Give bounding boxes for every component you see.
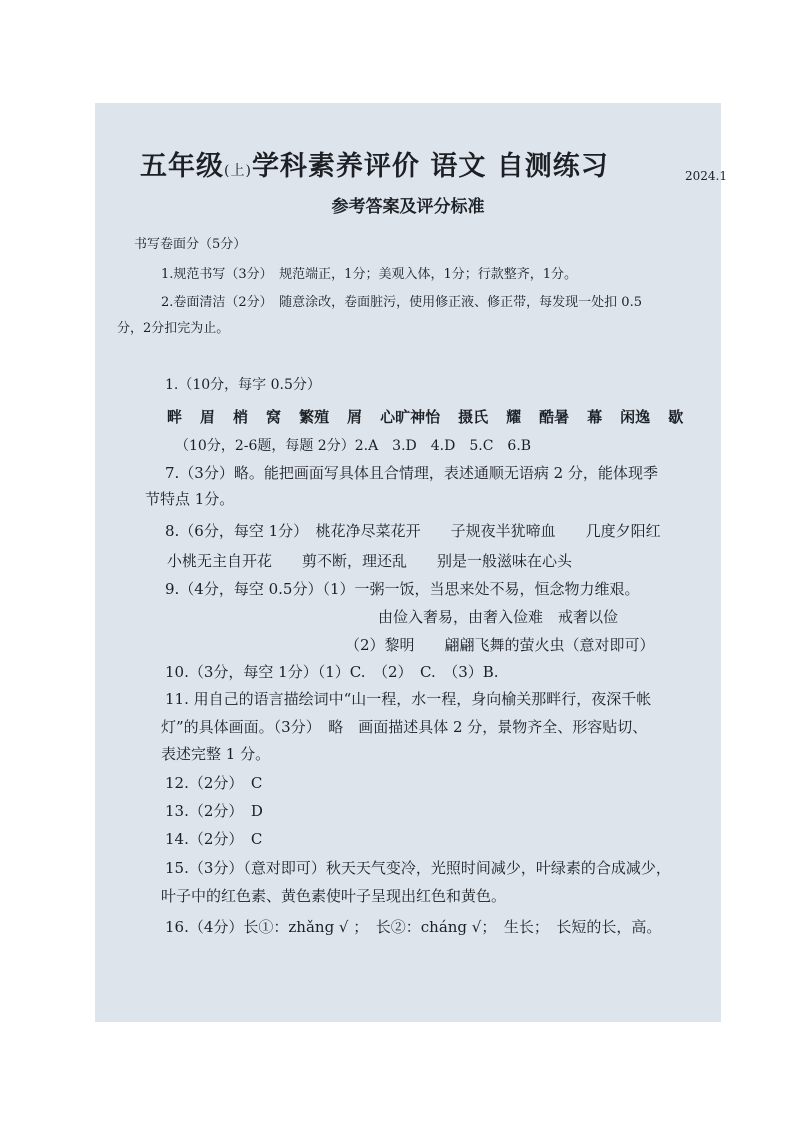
q7-line-1: 7.（3分）略。能把画面写具体且合情理，表述通顺无语病 2 分，能体现季 — [165, 464, 658, 482]
date-label: 2024.1 — [685, 169, 727, 183]
q7-line-2: 节特点 1分。 — [145, 490, 235, 508]
answer-sheet — [95, 103, 727, 1022]
q1-char: 屑 — [347, 408, 363, 426]
q1-char: 酷暑 — [539, 408, 570, 426]
q1-char: 歇 — [668, 408, 684, 426]
q12-answer: 12.（2分） C — [165, 774, 263, 792]
q9-line-3: （2）黎明 翩翩飞舞的萤火虫（意对即可） — [345, 636, 655, 654]
page-title: 五年级(上)学科素养评价 语文 自测练习 — [140, 151, 609, 182]
q1-char: 畔 — [167, 408, 183, 426]
writing-rule-1: 1.规范书写（3分） 规范端正，1分；美观入体，1分；行款整齐，1分。 — [161, 267, 577, 282]
q11-line-2: 灯”的具体画面。（3分） 略 画面描述具体 2 分，景物齐全、形容贴切、 — [161, 718, 648, 736]
section-heading: 书写卷面分（5分） — [134, 237, 247, 252]
q15-line-2: 叶子中的红色素、黄色素使叶子呈现出红色和黄色。 — [161, 887, 507, 905]
q1-char: 闲逸 — [620, 408, 651, 426]
q11-line-3: 表述完整 1 分。 — [161, 745, 271, 763]
q1-char: 梢 — [233, 408, 249, 426]
q8-line-2: 小桃无主自开花 剪不断，理还乱 别是一般滋味在心头 — [167, 552, 573, 570]
page-subtitle: 参考答案及评分标准 — [331, 197, 485, 217]
q13-answer: 13.（2分） D — [165, 802, 263, 820]
writing-rule-2-cont: 分，2分扣完为止。 — [117, 321, 230, 336]
q1-answers — [167, 407, 701, 427]
q2-6-answers: （10分，2-6题，每题 2分）2.A 3.D 4.D 5.C 6.B — [175, 438, 532, 454]
q1-char: 窝 — [266, 408, 282, 426]
q9-line-2: 由俭入奢易，由奢入俭难 戒奢以俭 — [378, 608, 619, 626]
q1-char: 心旷神怡 — [380, 408, 441, 426]
q1-char: 幕 — [587, 408, 603, 426]
writing-rule-2: 2.卷面清洁（2分） 随意涂改，卷面脏污，使用修正液、修正带，每发现一处扣 0.5 — [161, 295, 642, 310]
q1-char: 眉 — [200, 408, 216, 426]
q1-heading: 1.（10分，每字 0.5分） — [165, 377, 321, 393]
q9-line-1: 9.（4分，每空 0.5分）（1）一粥一饭，当思来处不易，恒念物力维艰。 — [165, 580, 640, 598]
q15-line-1: 15.（3分）（意对即可）秋天天气变冷，光照时间减少，叶绿素的合成减少， — [165, 859, 671, 877]
q10-answer: 10.（3分，每空 1分）（1）C. （2） C. （3）B. — [165, 663, 499, 681]
q1-char: 繁殖 — [299, 408, 330, 426]
q1-char: 摄氏 — [458, 408, 489, 426]
q14-answer: 14.（2分） C — [165, 830, 263, 848]
q11-line-1: 11. 用自己的语言描绘词中“山一程，水一程，身向榆关那畔行，夜深千帐 — [165, 690, 652, 708]
q1-char: 耀 — [506, 408, 522, 426]
q16-answer: 16.（4分）长①：zhǎng √ ； 长②：cháng √； 生长； 长短的长，高。 — [165, 918, 662, 936]
q8-line-1: 8.（6分，每空 1分） 桃花净尽菜花开 子规夜半犹啼血 几度夕阳红 — [165, 522, 661, 540]
